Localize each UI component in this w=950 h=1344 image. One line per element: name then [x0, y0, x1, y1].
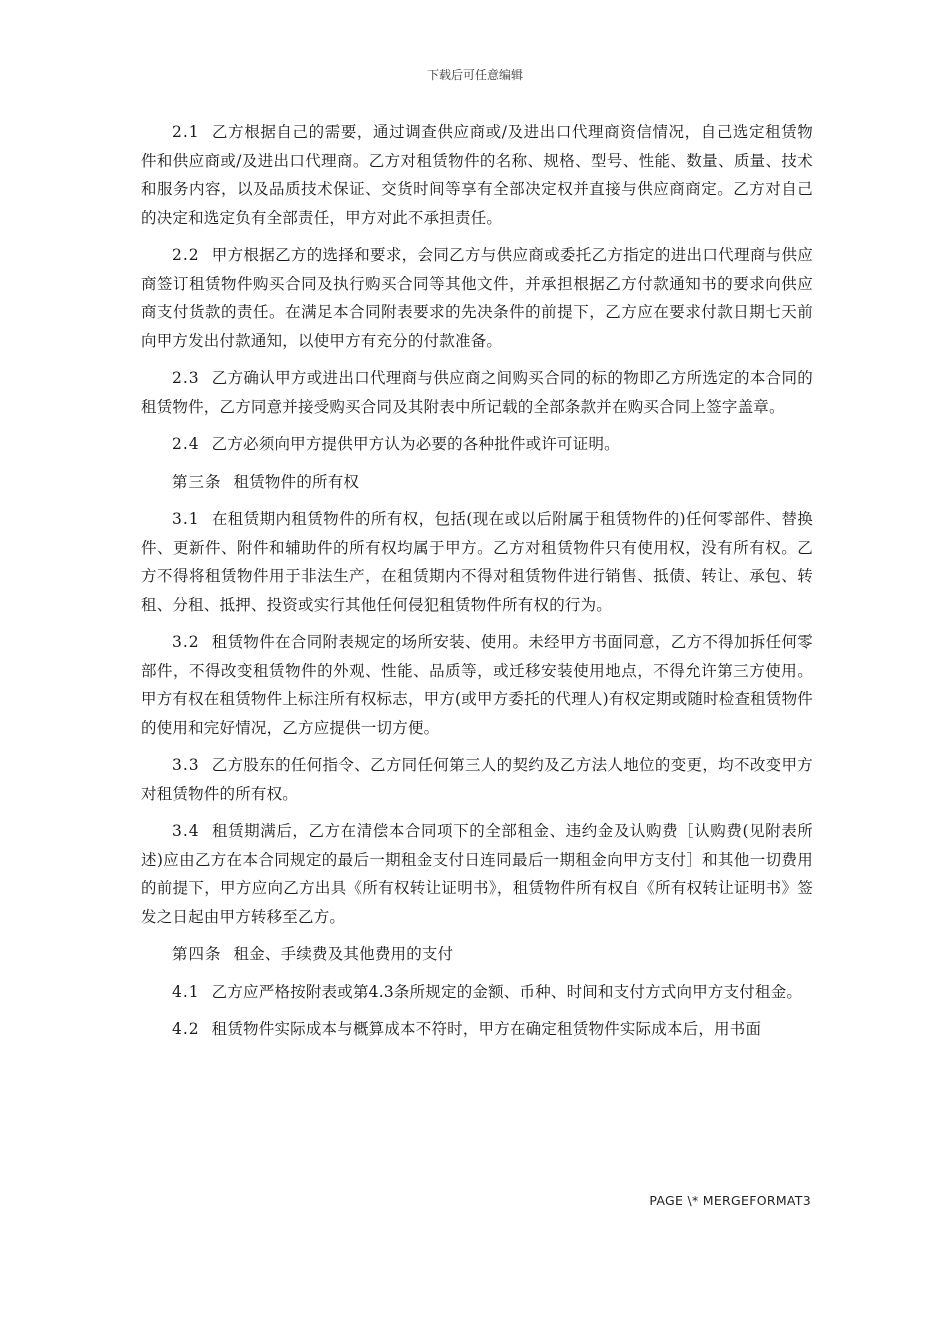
clause-4-1	[141, 978, 813, 1007]
clause-2-4	[141, 430, 813, 459]
clause-2-3	[141, 364, 813, 421]
clause-text: 乙方股东的任何指令、乙方同任何第三人的契约及乙方法人地位的变更，均不改变甲方对租赁物件的所有权。	[141, 756, 813, 803]
article-3-heading	[141, 468, 813, 497]
article-number: 第三条	[172, 472, 222, 491]
clause-text: 在租赁期内租赁物件的所有权，包括(现在或以后附属于租赁物件的)任何零部件、替换件、更新件、附件和辅助件的所有权均属于甲方。乙方对租赁物件只有使用权，没有所有权。乙方不得将租赁物件用于非法生产，在租赁期内不得对租赁物件进行销售、抵债、转让、承包、转租、分租、抵押、投资或实行其他任何侵犯租赁物件所有权的行为。	[141, 510, 813, 614]
article-4-heading	[141, 940, 813, 969]
clause-number: 2.1	[172, 123, 200, 141]
clause-number: 3.4	[172, 822, 200, 840]
article-title: 租赁物件的所有权	[233, 472, 360, 491]
article-number: 第四条	[172, 945, 222, 963]
clause-text: 租赁物件实际成本与概算成本不符时，甲方在确定租赁物件实际成本后，用书面	[211, 1020, 762, 1038]
clause-text: 乙方确认甲方或进出口代理商与供应商之间购买合同的标的物即乙方所选定的本合同的租赁物件，乙方同意并接受购买合同及其附表中所记载的全部条款并在购买合同上签字盖章。	[141, 369, 813, 416]
clause-2-2	[141, 241, 813, 355]
clause-number: 4.2	[172, 1020, 200, 1038]
clause-2-1	[141, 118, 813, 232]
clause-4-2	[141, 1015, 813, 1044]
clause-number: 2.4	[172, 435, 200, 453]
clause-text: 租赁期满后，乙方在清偿本合同项下的全部租金、违约金及认购费［认购费(见附表所述)应由乙方在本合同规定的最后一期租金支付日连同最后一期租金向甲方支付］和其他一切费用的前提下，甲方应向乙方出具《所有权转让证明书》，租赁物件所有权自《所有权转让证明书》签发之日起由甲方转移至乙方。	[141, 822, 813, 926]
clause-text: 乙方必须向甲方提供甲方认为必要的各种批件或许可证明。	[211, 435, 620, 453]
clause-text: 租赁物件在合同附表规定的场所安装、使用。未经甲方书面同意，乙方不得加拆任何零部件，不得改变租赁物件的外观、性能、品质等，或迁移安装使用地点，不得允许第三方使用。甲方有权在租赁物件上标注所有权标志，甲方(或甲方委托的代理人)有权定期或随时检查租赁物件的使用和完好情况，乙方应提供一切方便。	[141, 633, 813, 737]
clause-3-4	[141, 817, 813, 931]
clause-3-3	[141, 751, 813, 808]
clause-text: 甲方根据乙方的选择和要求，会同乙方与供应商或委托乙方指定的进出口代理商与供应商签订租赁物件购买合同及执行购买合同等其他文件，并承担根据乙方付款通知书的要求向供应商支付货款的责任。在满足本合同附表要求的先决条件的前提下，乙方应在要求付款日期七天前向甲方发出付款通知，以使甲方有充分的付款准备。	[141, 246, 813, 350]
clause-number: 3.3	[172, 756, 200, 774]
clause-number: 3.1	[172, 510, 200, 528]
clause-3-1	[141, 505, 813, 619]
clause-number: 2.2	[172, 246, 200, 264]
clause-number: 2.3	[172, 369, 200, 387]
page-header: 下载后可任意编辑	[426, 68, 523, 82]
document-body	[141, 118, 813, 1053]
article-title: 租金、手续费及其他费用的支付	[233, 945, 454, 963]
clause-3-2	[141, 628, 813, 742]
clause-text: 乙方应严格按附表或第4.3条所规定的金额、币种、时间和支付方式向甲方支付租金。	[211, 982, 803, 1001]
clause-number: 3.2	[172, 633, 200, 651]
page-footer: PAGE \* MERGEFORMAT3	[649, 1193, 811, 1208]
clause-text: 乙方根据自己的需要，通过调查供应商或/及进出口代理商资信情况，自己选定租赁物件和供应商或/及进出口代理商。乙方对租赁物件的名称、规格、型号、性能、数量、质量、技术和服务内容，以及品质技术保证、交货时间等享有全部决定权并直接与供应商商定。乙方对自己的决定和选定负有全部责任，甲方对此不承担责任。	[141, 123, 813, 227]
clause-number: 4.1	[172, 982, 200, 1001]
